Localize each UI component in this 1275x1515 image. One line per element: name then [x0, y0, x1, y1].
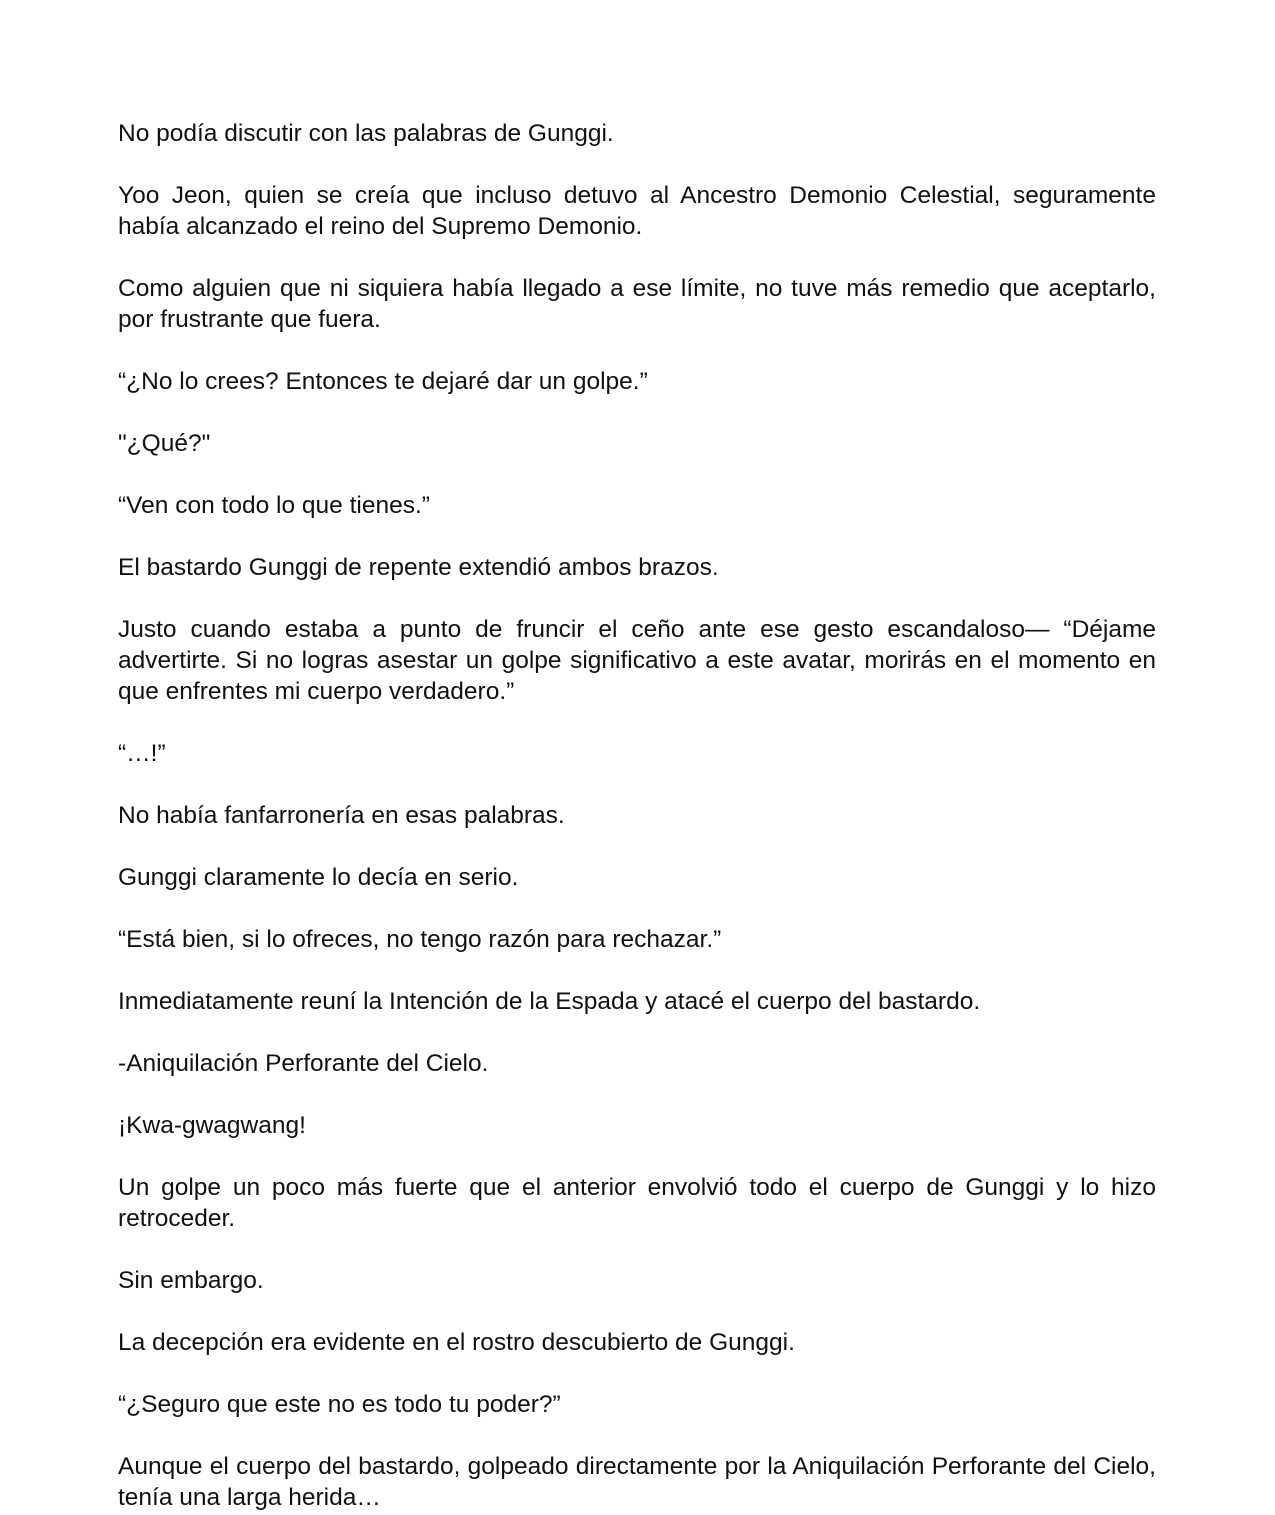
paragraph: “…!”	[118, 740, 166, 767]
paragraph: Como alguien que ni siquiera había llegado a ese límite, no tuve más remedio que aceptarlo, por frustrante que fuera.	[118, 275, 1156, 333]
paragraph: “Está bien, si lo ofreces, no tengo razón para rechazar.”	[118, 926, 722, 953]
paragraph: ¡Kwa-gwagwang!	[118, 1112, 306, 1139]
paragraph: “Ven con todo lo que tienes.”	[118, 492, 430, 519]
document-page	[118, 118, 1156, 1513]
paragraph: Inmediatamente reuní la Intención de la Espada y atacé el cuerpo del bastardo.	[118, 988, 981, 1015]
paragraph: Yoo Jeon, quien se creía que incluso detuvo al Ancestro Demonio Celestial, seguramente había alcanzado el reino del Supremo Demonio.	[118, 182, 1156, 240]
paragraph: El bastardo Gunggi de repente extendió ambos brazos.	[118, 554, 719, 581]
paragraph: Justo cuando estaba a punto de fruncir el ceño ante ese gesto escandaloso— “Déjame advertirte. Si no logras asestar un golpe significativo a este avatar, morirás en el momento en que enfrentes mi cuerpo verdadero.”	[118, 616, 1156, 705]
paragraph: Un golpe un poco más fuerte que el anterior envolvió todo el cuerpo de Gunggi y lo hizo retroceder.	[118, 1174, 1156, 1232]
paragraph: Sin embargo.	[118, 1267, 264, 1294]
paragraph: No había fanfarronería en esas palabras.	[118, 802, 565, 829]
paragraph: “¿Seguro que este no es todo tu poder?”	[118, 1391, 561, 1418]
paragraph: -Aniquilación Perforante del Cielo.	[118, 1050, 489, 1077]
paragraph: La decepción era evidente en el rostro descubierto de Gunggi.	[118, 1329, 795, 1356]
paragraph: No podía discutir con las palabras de Gunggi.	[118, 120, 614, 147]
paragraph: Aunque el cuerpo del bastardo, golpeado directamente por la Aniquilación Perforante del Cielo, tenía una larga herida…	[118, 1453, 1156, 1511]
paragraph: “¿No lo crees? Entonces te dejaré dar un golpe.”	[118, 368, 648, 395]
paragraph: "¿Qué?"	[118, 430, 211, 457]
paragraph: Gunggi claramente lo decía en serio.	[118, 864, 519, 891]
